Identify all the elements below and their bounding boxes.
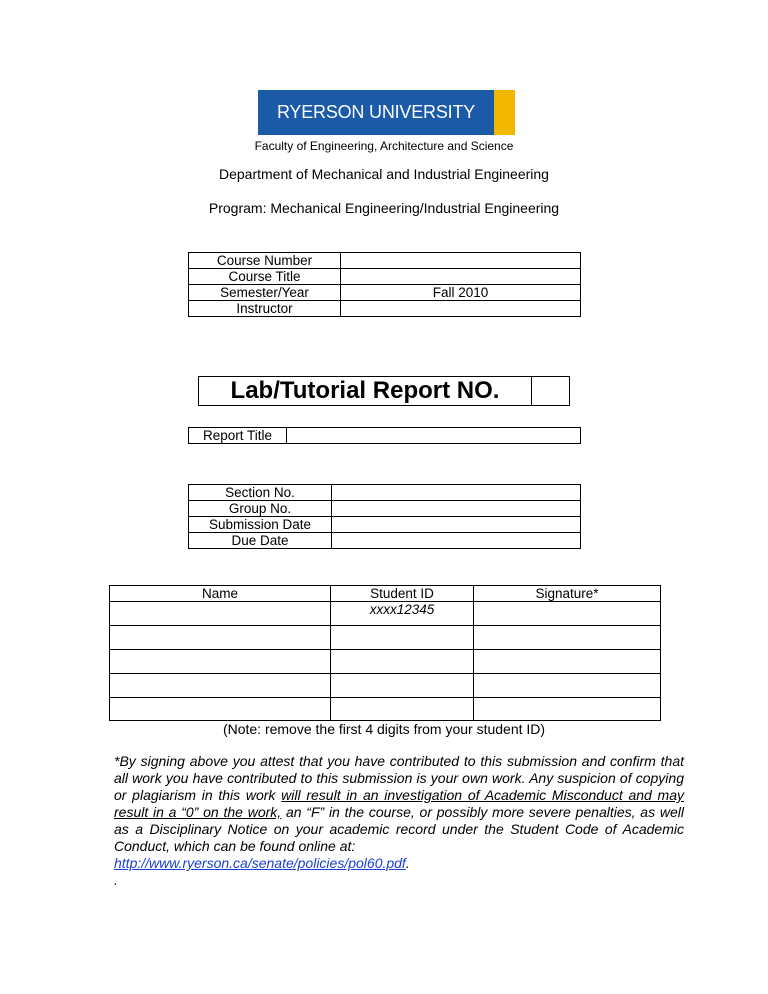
student-name-cell[interactable] [110,650,331,674]
table-row [110,602,661,626]
signature-column-header: Signature* [474,586,661,602]
pledge-underlined-text: will result in an investigation of Academic Misconduct and may result in a “0” on the work, [114,787,685,820]
table-row [189,533,581,549]
faculty-name: Faculty of Engineering, Architecture and Science [254,139,514,153]
report-number-field[interactable] [531,377,570,405]
course-title-value[interactable] [341,269,581,285]
section-no-value[interactable] [332,485,581,501]
table-row [189,517,581,533]
table-row [189,285,581,301]
section-info-table [188,484,581,549]
signature-cell[interactable] [474,650,661,674]
name-column-header: Name [110,586,331,602]
pledge-period: . [405,855,410,871]
instructor-value[interactable] [341,301,581,317]
table-row [189,428,581,444]
student-id-column-header: Student ID [331,586,474,602]
student-name-cell[interactable] [110,602,331,626]
semester-year-value[interactable]: Fall 2010 [341,285,581,301]
student-id-cell[interactable] [331,698,474,721]
due-date-label: Due Date [189,533,332,549]
program-name: Program: Mechanical Engineering/Industrial Engineering [208,200,560,216]
table-header-row [110,586,661,602]
student-name-cell[interactable] [110,626,331,650]
report-title-table [188,427,581,444]
logo-wordmark: RYERSON UNIVERSITY [258,90,494,135]
due-date-value[interactable] [332,533,581,549]
table-row [110,626,661,650]
group-no-label: Group No. [189,501,332,517]
submission-date-value[interactable] [332,517,581,533]
pledge-trailing-dot: . [114,872,118,888]
report-heading-box [198,376,570,406]
table-row [189,253,581,269]
signature-cell[interactable] [474,626,661,650]
table-row [110,650,661,674]
department-name: Department of Mechanical and Industrial Engineering [219,166,549,182]
course-title-label: Course Title [189,269,341,285]
group-no-value[interactable] [332,501,581,517]
course-number-label: Course Number [189,253,341,269]
table-row [189,501,581,517]
pledge-text: *By signing above you attest that you have contributed to this submission and confirm that all work you have contributed to this submission is your own work. Any suspicion of copying or plagiarism in this work [114,753,684,803]
instructor-label: Instructor [189,301,341,317]
policy-link[interactable]: http://www.ryerson.ca/senate/policies/pol60.pdf [114,855,406,871]
report-heading: Lab/Tutorial Report NO. [230,377,500,404]
students-table [109,585,661,721]
report-title-field[interactable] [287,428,581,444]
logo-gold-bar [494,90,515,135]
table-row [110,698,661,721]
table-row [189,301,581,317]
section-no-label: Section No. [189,485,332,501]
student-id-cell[interactable] [331,650,474,674]
course-number-value[interactable] [341,253,581,269]
signature-cell[interactable] [474,698,661,721]
student-id-cell[interactable] [331,626,474,650]
course-info-table [188,252,581,317]
pledge-text-continued: an “F” in the course, or possibly more severe penalties, as well as a Disciplinary Notice on your academic record under the Student Code of Academic Conduct, which can be found online at: [114,804,684,854]
table-row [189,485,581,501]
table-row [110,674,661,698]
report-title-label: Report Title [189,428,287,444]
table-row [189,269,581,285]
student-id-cell[interactable]: xxxx12345 [331,602,474,626]
student-name-cell[interactable] [110,674,331,698]
semester-year-label: Semester/Year [189,285,341,301]
student-name-cell[interactable] [110,698,331,721]
university-logo [258,90,515,135]
student-id-note: (Note: remove the first 4 digits from your student ID) [222,721,546,737]
signature-cell[interactable] [474,674,661,698]
submission-date-label: Submission Date [189,517,332,533]
signature-cell[interactable] [474,602,661,626]
student-id-cell[interactable] [331,674,474,698]
academic-integrity-statement [114,753,684,889]
